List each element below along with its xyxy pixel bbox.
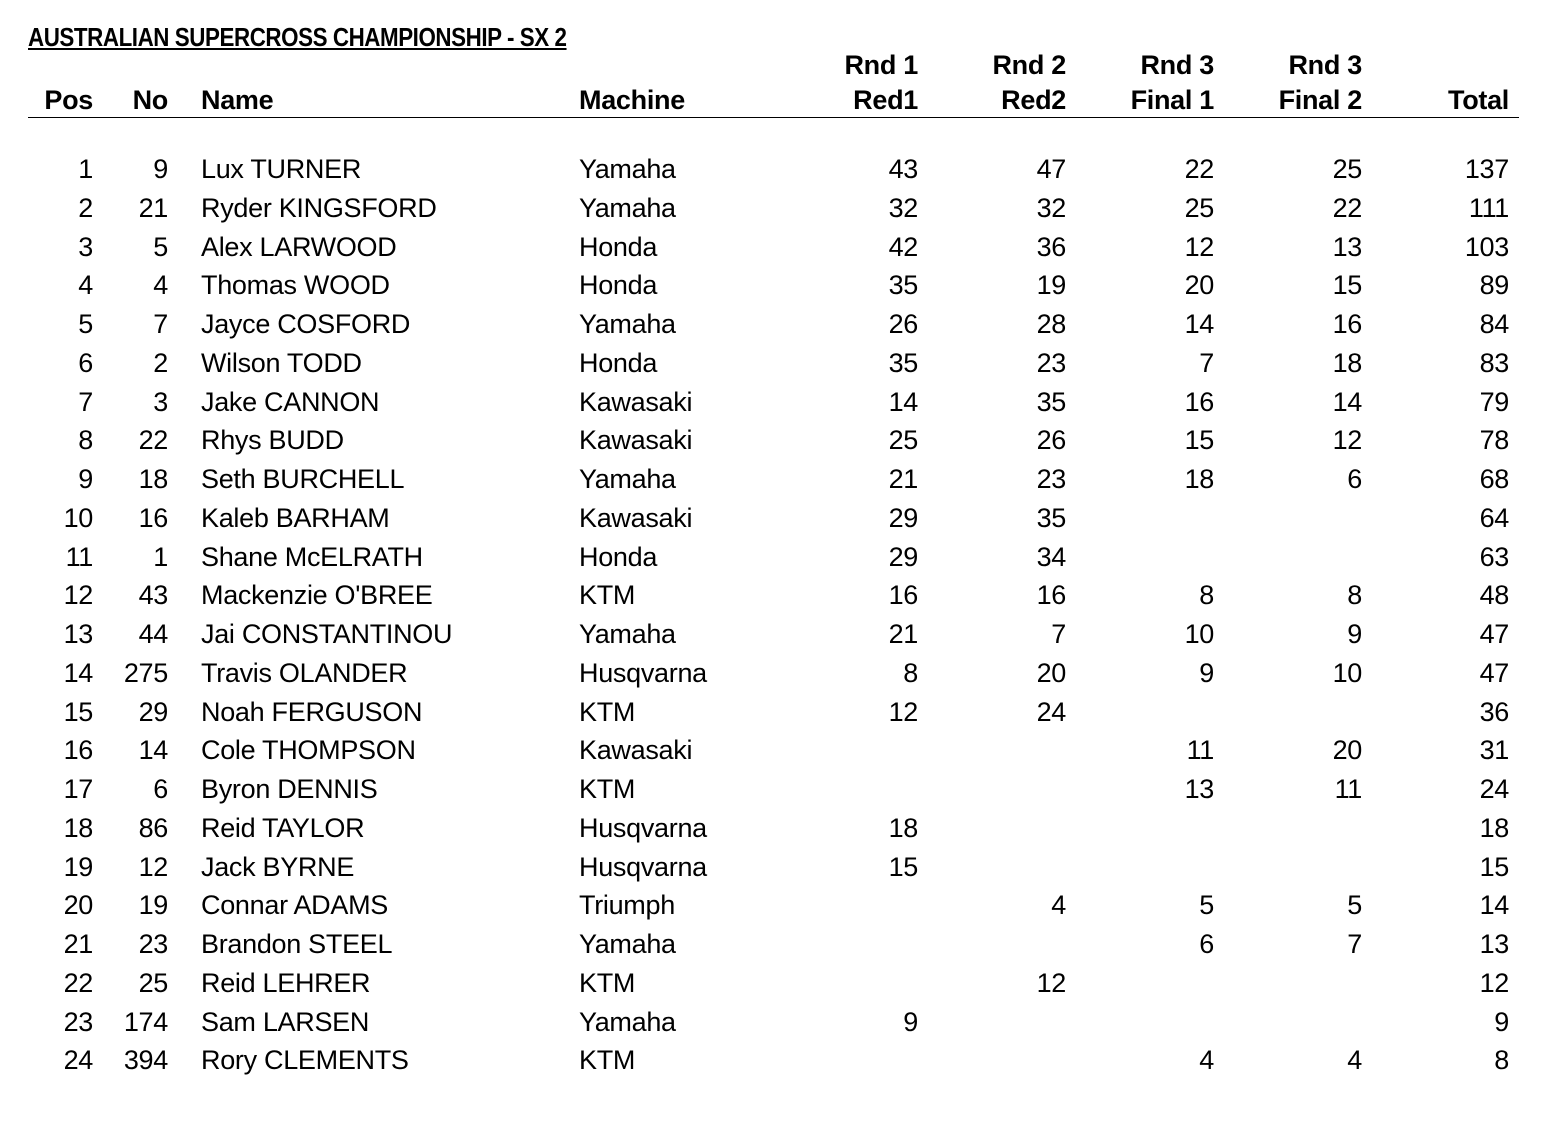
- cell-rider-name: Rory CLEMENTS: [201, 1045, 409, 1076]
- cell-rider-name: Thomas WOOD: [201, 270, 390, 301]
- cell-machine: Honda: [579, 347, 658, 378]
- cell-rnd2-red2: 24: [1036, 696, 1066, 727]
- cell-machine: Kawasaki: [579, 425, 693, 456]
- cell-rnd2-red2: 34: [1036, 541, 1066, 572]
- cell-machine: Husqvarna: [579, 851, 707, 882]
- cell-rider-name: Ryder KINGSFORD: [201, 192, 437, 223]
- cell-rnd3-final2: 14: [1332, 386, 1362, 417]
- cell-pos: 10: [63, 502, 93, 533]
- cell-rider-name: Brandon STEEL: [201, 929, 393, 959]
- cell-rnd2-red2: 36: [1036, 231, 1066, 262]
- cell-machine: Honda: [579, 270, 658, 301]
- cell-number: 4: [153, 270, 168, 301]
- cell-rnd3-final2: 18: [1332, 347, 1362, 378]
- cell-rider-name: Jai CONSTANTINOU: [201, 619, 453, 649]
- cell-machine: Kawasaki: [579, 502, 693, 533]
- cell-rnd1-red1: 35: [888, 270, 918, 301]
- header-rnd2-top: Rnd 2: [992, 50, 1066, 80]
- cell-rnd3-final2: 16: [1332, 309, 1362, 339]
- cell-rnd2-red2: 20: [1036, 657, 1066, 688]
- cell-rnd3-final1: 18: [1184, 464, 1214, 494]
- cell-number: 275: [123, 657, 168, 688]
- cell-rider-name: Rhys BUDD: [201, 425, 344, 456]
- results-table-body: [0, 150, 1542, 1080]
- cell-total: 78: [1479, 425, 1509, 456]
- cell-rider-name: Mackenzie O'BREE: [201, 580, 433, 611]
- table-row: [0, 266, 1542, 305]
- cell-number: 3: [153, 386, 168, 417]
- table-row: [0, 228, 1542, 267]
- cell-machine: Yamaha: [579, 1006, 676, 1037]
- cell-machine: Husqvarna: [579, 657, 707, 688]
- cell-number: 12: [138, 851, 168, 882]
- cell-rnd3-final2: 9: [1347, 619, 1362, 649]
- header-rnd3-final1-top: Rnd 3: [1140, 50, 1214, 80]
- cell-number: 19: [138, 890, 168, 921]
- cell-rnd3-final2: 13: [1332, 231, 1362, 262]
- cell-total: 84: [1479, 309, 1509, 339]
- cell-rnd1-red1: 12: [888, 696, 918, 727]
- cell-rnd1-red1: 21: [888, 464, 918, 494]
- cell-total: 79: [1479, 386, 1509, 417]
- cell-rnd1-red1: 25: [888, 425, 918, 456]
- cell-total: 64: [1479, 502, 1509, 533]
- cell-number: 14: [138, 735, 168, 766]
- cell-machine: KTM: [579, 696, 636, 727]
- cell-pos: 23: [63, 1006, 93, 1037]
- cell-pos: 4: [78, 270, 93, 301]
- table-row: [0, 305, 1542, 344]
- cell-total: 47: [1479, 619, 1509, 649]
- cell-rnd3-final1: 25: [1184, 192, 1214, 223]
- cell-pos: 3: [78, 231, 93, 262]
- cell-number: 86: [138, 812, 168, 843]
- cell-machine: Yamaha: [579, 192, 676, 223]
- cell-pos: 1: [78, 154, 93, 184]
- cell-rnd2-red2: 35: [1036, 502, 1066, 533]
- table-row: [0, 964, 1542, 1003]
- cell-rnd2-red2: 12: [1036, 967, 1066, 998]
- cell-pos: 21: [63, 929, 93, 959]
- cell-rnd3-final2: 22: [1332, 192, 1362, 223]
- cell-machine: KTM: [579, 1045, 636, 1076]
- cell-pos: 12: [63, 580, 93, 611]
- cell-pos: 8: [78, 425, 93, 456]
- cell-number: 29: [138, 696, 168, 727]
- cell-rnd3-final1: 4: [1199, 1045, 1214, 1076]
- cell-pos: 22: [63, 967, 93, 998]
- cell-rider-name: Shane McELRATH: [201, 541, 423, 572]
- cell-rider-name: Lux TURNER: [201, 154, 362, 184]
- cell-number: 174: [123, 1006, 168, 1037]
- cell-total: 31: [1479, 735, 1509, 766]
- cell-total: 12: [1479, 967, 1509, 998]
- table-row: [0, 925, 1542, 964]
- cell-total: 14: [1479, 890, 1509, 921]
- cell-pos: 24: [63, 1045, 93, 1076]
- cell-rnd3-final2: 4: [1347, 1045, 1362, 1076]
- header-name: Name: [201, 85, 274, 115]
- page-title: AUSTRALIAN SUPERCROSS CHAMPIONSHIP - SX 2: [28, 22, 567, 52]
- cell-total: 18: [1479, 812, 1509, 843]
- cell-rnd3-final2: 6: [1347, 464, 1362, 494]
- header-total: Total: [1448, 85, 1509, 115]
- cell-machine: Yamaha: [579, 309, 676, 339]
- table-row: [0, 189, 1542, 228]
- cell-total: 8: [1494, 1045, 1509, 1076]
- header-machine: Machine: [579, 85, 685, 115]
- cell-pos: 17: [63, 774, 93, 804]
- table-row: [0, 809, 1542, 848]
- table-row: [0, 150, 1542, 189]
- cell-rider-name: Seth BURCHELL: [201, 464, 405, 494]
- cell-rnd3-final1: 22: [1184, 154, 1214, 184]
- cell-rider-name: Travis OLANDER: [201, 657, 408, 688]
- cell-machine: Kawasaki: [579, 735, 693, 766]
- cell-rider-name: Jake CANNON: [201, 386, 380, 417]
- cell-total: 111: [1468, 192, 1509, 223]
- cell-pos: 6: [78, 347, 93, 378]
- cell-pos: 14: [63, 657, 93, 688]
- cell-rnd1-red1: 15: [888, 851, 918, 882]
- cell-rnd2-red2: 16: [1036, 580, 1066, 611]
- cell-pos: 11: [65, 541, 93, 572]
- cell-total: 24: [1479, 774, 1509, 804]
- table-row: [0, 886, 1542, 925]
- header-rnd1-bottom: Red1: [853, 85, 918, 115]
- header-rnd3-final2-bottom: Final 2: [1278, 85, 1362, 115]
- cell-pos: 7: [78, 386, 93, 417]
- cell-number: 23: [138, 929, 168, 959]
- cell-number: 7: [153, 309, 168, 339]
- table-row: [0, 421, 1542, 460]
- table-row: [0, 731, 1542, 770]
- cell-pos: 16: [63, 735, 93, 766]
- table-row: [0, 460, 1542, 499]
- header-divider: [28, 117, 1519, 118]
- table-row: [0, 1041, 1542, 1080]
- cell-total: 63: [1479, 541, 1509, 572]
- cell-rnd3-final1: 5: [1199, 890, 1214, 921]
- cell-rnd2-red2: 19: [1036, 270, 1066, 301]
- cell-rnd1-red1: 14: [888, 386, 918, 417]
- table-row: [0, 615, 1542, 654]
- cell-rnd1-red1: 43: [888, 154, 918, 184]
- cell-rnd3-final2: 20: [1332, 735, 1362, 766]
- cell-rnd3-final1: 16: [1184, 386, 1214, 417]
- cell-machine: KTM: [579, 774, 636, 804]
- cell-number: 394: [123, 1045, 168, 1076]
- cell-rnd3-final1: 8: [1199, 580, 1214, 611]
- cell-machine: Kawasaki: [579, 386, 693, 417]
- cell-rnd3-final2: 15: [1332, 270, 1362, 301]
- cell-rnd1-red1: 29: [888, 502, 918, 533]
- cell-rnd1-red1: 18: [888, 812, 918, 843]
- cell-machine: KTM: [579, 967, 636, 998]
- cell-total: 36: [1479, 696, 1509, 727]
- cell-pos: 2: [78, 192, 93, 223]
- table-row: [0, 383, 1542, 422]
- cell-machine: Yamaha: [579, 619, 676, 649]
- cell-rider-name: Alex LARWOOD: [201, 231, 397, 262]
- cell-number: 18: [138, 464, 168, 494]
- table-row: [0, 848, 1542, 887]
- cell-machine: Yamaha: [579, 464, 676, 494]
- cell-rider-name: Wilson TODD: [201, 347, 362, 378]
- table-row: [0, 576, 1542, 615]
- cell-rnd1-red1: 9: [903, 1006, 918, 1037]
- cell-number: 2: [153, 347, 168, 378]
- cell-rnd2-red2: 28: [1036, 309, 1066, 339]
- cell-rnd3-final1: 20: [1184, 270, 1214, 301]
- cell-pos: 15: [63, 696, 93, 727]
- cell-total: 103: [1464, 231, 1509, 262]
- cell-rnd3-final1: 12: [1184, 231, 1214, 262]
- cell-rnd3-final1: 9: [1199, 657, 1214, 688]
- cell-rnd3-final1: 6: [1199, 929, 1214, 959]
- table-row: [0, 538, 1542, 577]
- cell-rnd3-final1: 13: [1184, 774, 1214, 804]
- cell-number: 21: [138, 192, 168, 223]
- cell-machine: Honda: [579, 541, 658, 572]
- cell-machine: Honda: [579, 231, 658, 262]
- cell-rnd1-red1: 42: [888, 231, 918, 262]
- cell-rider-name: Kaleb BARHAM: [201, 502, 390, 533]
- cell-rnd3-final2: 11: [1334, 774, 1362, 804]
- cell-rider-name: Cole THOMPSON: [201, 735, 416, 766]
- header-rnd2-bottom: Red2: [1001, 85, 1066, 115]
- cell-rider-name: Byron DENNIS: [201, 774, 378, 804]
- cell-machine: Triumph: [579, 890, 675, 921]
- cell-rnd1-red1: 32: [888, 192, 918, 223]
- cell-total: 89: [1479, 270, 1509, 301]
- cell-number: 44: [138, 619, 168, 649]
- cell-rider-name: Connar ADAMS: [201, 890, 388, 921]
- cell-rnd1-red1: 35: [888, 347, 918, 378]
- cell-rider-name: Reid LEHRER: [201, 967, 371, 998]
- cell-machine: KTM: [579, 580, 636, 611]
- cell-rnd3-final2: 25: [1332, 154, 1362, 184]
- table-row: [0, 693, 1542, 732]
- cell-total: 9: [1494, 1006, 1509, 1037]
- cell-rnd2-red2: 32: [1036, 192, 1066, 223]
- header-rnd3-final2-top: Rnd 3: [1288, 50, 1362, 80]
- cell-total: 137: [1464, 154, 1509, 184]
- cell-pos: 13: [63, 619, 93, 649]
- cell-rnd3-final2: 8: [1347, 580, 1362, 611]
- table-row: [0, 654, 1542, 693]
- cell-rnd2-red2: 23: [1036, 464, 1066, 494]
- cell-total: 68: [1479, 464, 1509, 494]
- cell-rnd1-red1: 26: [888, 309, 918, 339]
- cell-rnd2-red2: 26: [1036, 425, 1066, 456]
- cell-rnd3-final1: 10: [1184, 619, 1214, 649]
- cell-number: 5: [153, 231, 168, 262]
- cell-total: 13: [1479, 929, 1509, 959]
- cell-rnd2-red2: 47: [1036, 154, 1066, 184]
- cell-pos: 18: [63, 812, 93, 843]
- cell-total: 47: [1479, 657, 1509, 688]
- cell-rnd2-red2: 35: [1036, 386, 1066, 417]
- cell-rnd3-final2: 7: [1347, 929, 1362, 959]
- cell-rider-name: Jack BYRNE: [201, 851, 355, 882]
- cell-rnd3-final2: 10: [1332, 657, 1362, 688]
- cell-number: 1: [153, 541, 168, 572]
- cell-rider-name: Reid TAYLOR: [201, 812, 365, 843]
- cell-total: 48: [1479, 580, 1509, 611]
- cell-rnd3-final1: 7: [1199, 347, 1214, 378]
- header-no: No: [132, 85, 168, 115]
- cell-number: 25: [138, 967, 168, 998]
- cell-rnd1-red1: 16: [888, 580, 918, 611]
- cell-rnd2-red2: 23: [1036, 347, 1066, 378]
- header-rnd3-final1-bottom: Final 1: [1130, 85, 1214, 115]
- cell-number: 22: [138, 425, 168, 456]
- cell-number: 6: [153, 774, 168, 804]
- cell-rnd3-final1: 11: [1186, 735, 1214, 766]
- cell-total: 15: [1479, 851, 1509, 882]
- table-row: [0, 499, 1542, 538]
- cell-rider-name: Jayce COSFORD: [201, 309, 411, 339]
- cell-rnd2-red2: 7: [1051, 619, 1066, 649]
- cell-rnd1-red1: 8: [903, 657, 918, 688]
- table-row: [0, 1003, 1542, 1042]
- table-row: [0, 770, 1542, 809]
- cell-machine: Husqvarna: [579, 812, 707, 843]
- cell-rider-name: Sam LARSEN: [201, 1006, 370, 1037]
- cell-number: 16: [138, 502, 168, 533]
- cell-rnd3-final1: 14: [1184, 309, 1214, 339]
- cell-pos: 19: [63, 851, 93, 882]
- header-pos: Pos: [44, 85, 93, 115]
- cell-rnd1-red1: 29: [888, 541, 918, 572]
- cell-rnd3-final2: 12: [1332, 425, 1362, 456]
- table-row: [0, 344, 1542, 383]
- cell-number: 43: [138, 580, 168, 611]
- cell-machine: Yamaha: [579, 154, 676, 184]
- cell-rnd2-red2: 4: [1051, 890, 1066, 921]
- cell-pos: 20: [63, 890, 93, 921]
- cell-rnd3-final1: 15: [1184, 425, 1214, 456]
- cell-machine: Yamaha: [579, 929, 676, 959]
- cell-rnd3-final2: 5: [1347, 890, 1362, 921]
- cell-rnd1-red1: 21: [888, 619, 918, 649]
- cell-pos: 5: [78, 309, 93, 339]
- header-rnd1-top: Rnd 1: [844, 50, 918, 80]
- cell-pos: 9: [78, 464, 93, 494]
- cell-rider-name: Noah FERGUSON: [201, 696, 423, 727]
- cell-total: 83: [1479, 347, 1509, 378]
- cell-number: 9: [153, 154, 168, 184]
